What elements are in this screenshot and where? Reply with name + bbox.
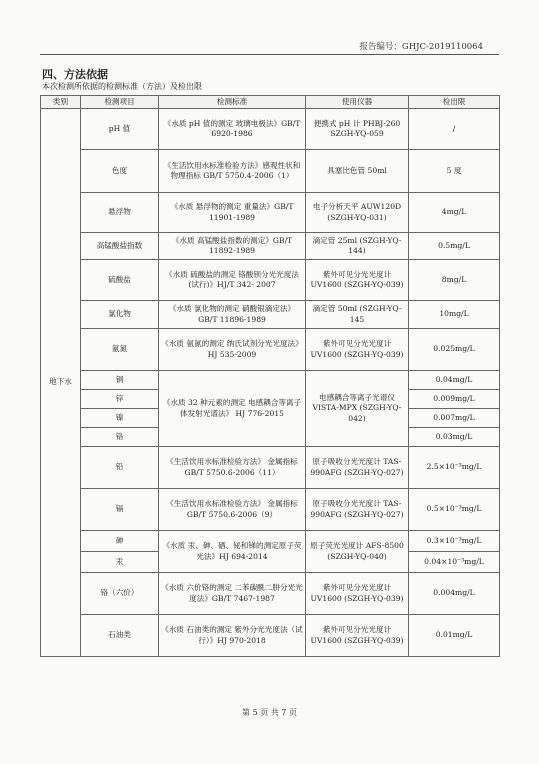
standard-cell: 《水质 pH 值的测定 玻璃电极法》GB/T 6920-1986 bbox=[159, 109, 306, 150]
limit-cell: 0.004mg/L bbox=[409, 573, 500, 615]
item-cell: 硫酸盐 bbox=[81, 260, 159, 301]
item-cell: 氯化物 bbox=[81, 301, 159, 329]
limit-cell: 0.04×10⁻³mg/L bbox=[409, 552, 500, 573]
item-cell: 砷 bbox=[81, 531, 159, 552]
table-row bbox=[41, 329, 500, 371]
item-cell: 高锰酸盐指数 bbox=[81, 233, 159, 260]
section-title: 四、方法依据 bbox=[42, 68, 108, 81]
header-cell: 检测标准 bbox=[159, 96, 306, 109]
category-cell: 地下水 bbox=[41, 109, 81, 657]
table-row bbox=[41, 150, 500, 193]
table-row bbox=[41, 233, 500, 260]
standard-cell: 《水质 悬浮物的测定 重量法》GB/T 11901-1989 bbox=[159, 193, 306, 233]
section-subtitle: 本次检测所依据的检测标准（方法）及检出限 bbox=[42, 82, 202, 91]
limit-cell: / bbox=[409, 109, 500, 150]
item-cell: 铅 bbox=[81, 447, 159, 489]
standard-cell: 《水质 石油类的测定 紫外分光光度法（试行）》HJ 970-2018 bbox=[159, 615, 306, 657]
limit-cell: 4mg/L bbox=[409, 193, 500, 233]
limit-cell: 0.5×10⁻³mg/L bbox=[409, 489, 500, 531]
instrument-cell: 原子吸收分光光度计 TAS-990AFG (SZGH-YQ-027) bbox=[306, 489, 409, 531]
item-cell: 悬浮物 bbox=[81, 193, 159, 233]
instrument-cell: 原子吸收分光光度计 TAS-990AFG (SZGH-YQ-027) bbox=[306, 447, 409, 489]
instrument-cell: 便携式 pH 计 PHBJ-260 SZGH-YQ-059 bbox=[306, 109, 409, 150]
instrument-cell: 滴定管 50ml (SZGH-YQ-145 bbox=[306, 301, 409, 329]
standard-cell: 《水质 硫酸盐的测定 铬酸钡分光光度法(试行)》HJ/T 342- 2007 bbox=[159, 260, 306, 301]
item-cell: 铬（六价） bbox=[81, 573, 159, 615]
header-cell: 使用仪器 bbox=[306, 96, 409, 109]
table-row bbox=[41, 447, 500, 489]
item-cell: 色度 bbox=[81, 150, 159, 193]
header-rule bbox=[40, 54, 499, 55]
item-cell: 锌 bbox=[81, 390, 159, 409]
standard-cell: 《水质 汞、砷、硒、铋和锑的测定原子荧光法》HJ 694-2014 bbox=[159, 531, 306, 573]
instrument-cell: 紫外可见分光光度计 UV1600 (SZGH-YQ-039) bbox=[306, 260, 409, 301]
table-row bbox=[41, 301, 500, 329]
standard-cell: 《水质 氯化物的测定 硝酸银滴定法》 GB/T 11896-1989 bbox=[159, 301, 306, 329]
item-cell: 镉 bbox=[81, 489, 159, 531]
standard-cell: 《生活饮用水标准检验方法》 金属指标 GB/T 5750.6-2006（11） bbox=[159, 447, 306, 489]
table-row bbox=[41, 193, 500, 233]
standard-cell: 《水质 32 种元素的测定 电感耦合等离子体发射光谱法》 HJ 776-2015 bbox=[159, 371, 306, 447]
instrument-cell: 紫外可见分光光度计 UV1600 (SZGH-YQ-039) bbox=[306, 615, 409, 657]
item-cell: 铜 bbox=[81, 371, 159, 390]
page-number: 第 5 页 共 7 页 bbox=[242, 708, 297, 717]
item-cell: 汞 bbox=[81, 552, 159, 573]
limit-cell: 10mg/L bbox=[409, 301, 500, 329]
header-cell: 检出限 bbox=[409, 96, 500, 109]
standard-cell: 《生活饮用水标准检验方法》感观性状和物理指标 GB/T 5750.4-2006（1） bbox=[159, 150, 306, 193]
table-header-row bbox=[41, 96, 500, 109]
method-table bbox=[40, 95, 500, 657]
limit-cell: 5 度 bbox=[409, 150, 500, 193]
limit-cell: 2.5×10⁻³mg/L bbox=[409, 447, 500, 489]
standard-cell: 《水质 氨氮的测定 纳氏试剂分光光度法》HJ 535-2009 bbox=[159, 329, 306, 371]
table-row bbox=[41, 371, 500, 390]
table-row bbox=[41, 260, 500, 301]
header-cell: 检测项目 bbox=[81, 96, 159, 109]
instrument-cell: 滴定管 25ml (SZGH-YQ-144) bbox=[306, 233, 409, 260]
instrument-cell: 电感耦合等离子光谱仪 VISTA-MPX (SZGH-YQ-042) bbox=[306, 371, 409, 447]
limit-cell: 0.03mg/L bbox=[409, 428, 500, 447]
table-row bbox=[41, 531, 500, 552]
instrument-cell: 紫外可见分光光度计 UV1600 (SZGH-YQ-039) bbox=[306, 573, 409, 615]
table-row bbox=[41, 573, 500, 615]
standard-cell: 《水质 六价铬的测定 二苯碳酰二肼分光光度法》GB/T 7467-1987 bbox=[159, 573, 306, 615]
limit-cell: 0.009mg/L bbox=[409, 390, 500, 409]
limit-cell: 0.3×10⁻³mg/L bbox=[409, 531, 500, 552]
instrument-cell: 紫外可见分光光度计 UV1600 (SZGH-YQ-039) bbox=[306, 329, 409, 371]
instrument-cell: 原子荧光光度计 AFS-8500 (SZGH-YQ-040) bbox=[306, 531, 409, 573]
instrument-cell: 具塞比色管 50ml bbox=[306, 150, 409, 193]
item-cell: 镍 bbox=[81, 409, 159, 428]
limit-cell: 0.04mg/L bbox=[409, 371, 500, 390]
limit-cell: 0.01mg/L bbox=[409, 615, 500, 657]
instrument-cell: 电子分析天平 AUW120D (SZGH-YQ-031) bbox=[306, 193, 409, 233]
limit-cell: 8mg/L bbox=[409, 260, 500, 301]
report-number: 报告编号：GHJC-2019110064 bbox=[359, 42, 483, 52]
item-cell: 铬 bbox=[81, 428, 159, 447]
standard-cell: 《水质 高锰酸盐指数的测定》GB/T 11892-1989 bbox=[159, 233, 306, 260]
limit-cell: 0.025mg/L bbox=[409, 329, 500, 371]
table-row bbox=[41, 489, 500, 531]
limit-cell: 0.007mg/L bbox=[409, 409, 500, 428]
table-row bbox=[41, 615, 500, 657]
standard-cell: 《生活饮用水标准检验方法》 金属指标 GB/T 5750.6-2006（9） bbox=[159, 489, 306, 531]
item-cell: 石油类 bbox=[81, 615, 159, 657]
item-cell: 氨氮 bbox=[81, 329, 159, 371]
header-cell: 类别 bbox=[41, 96, 81, 109]
limit-cell: 0.5mg/L bbox=[409, 233, 500, 260]
item-cell: pH 值 bbox=[81, 109, 159, 150]
table-row bbox=[41, 109, 500, 150]
